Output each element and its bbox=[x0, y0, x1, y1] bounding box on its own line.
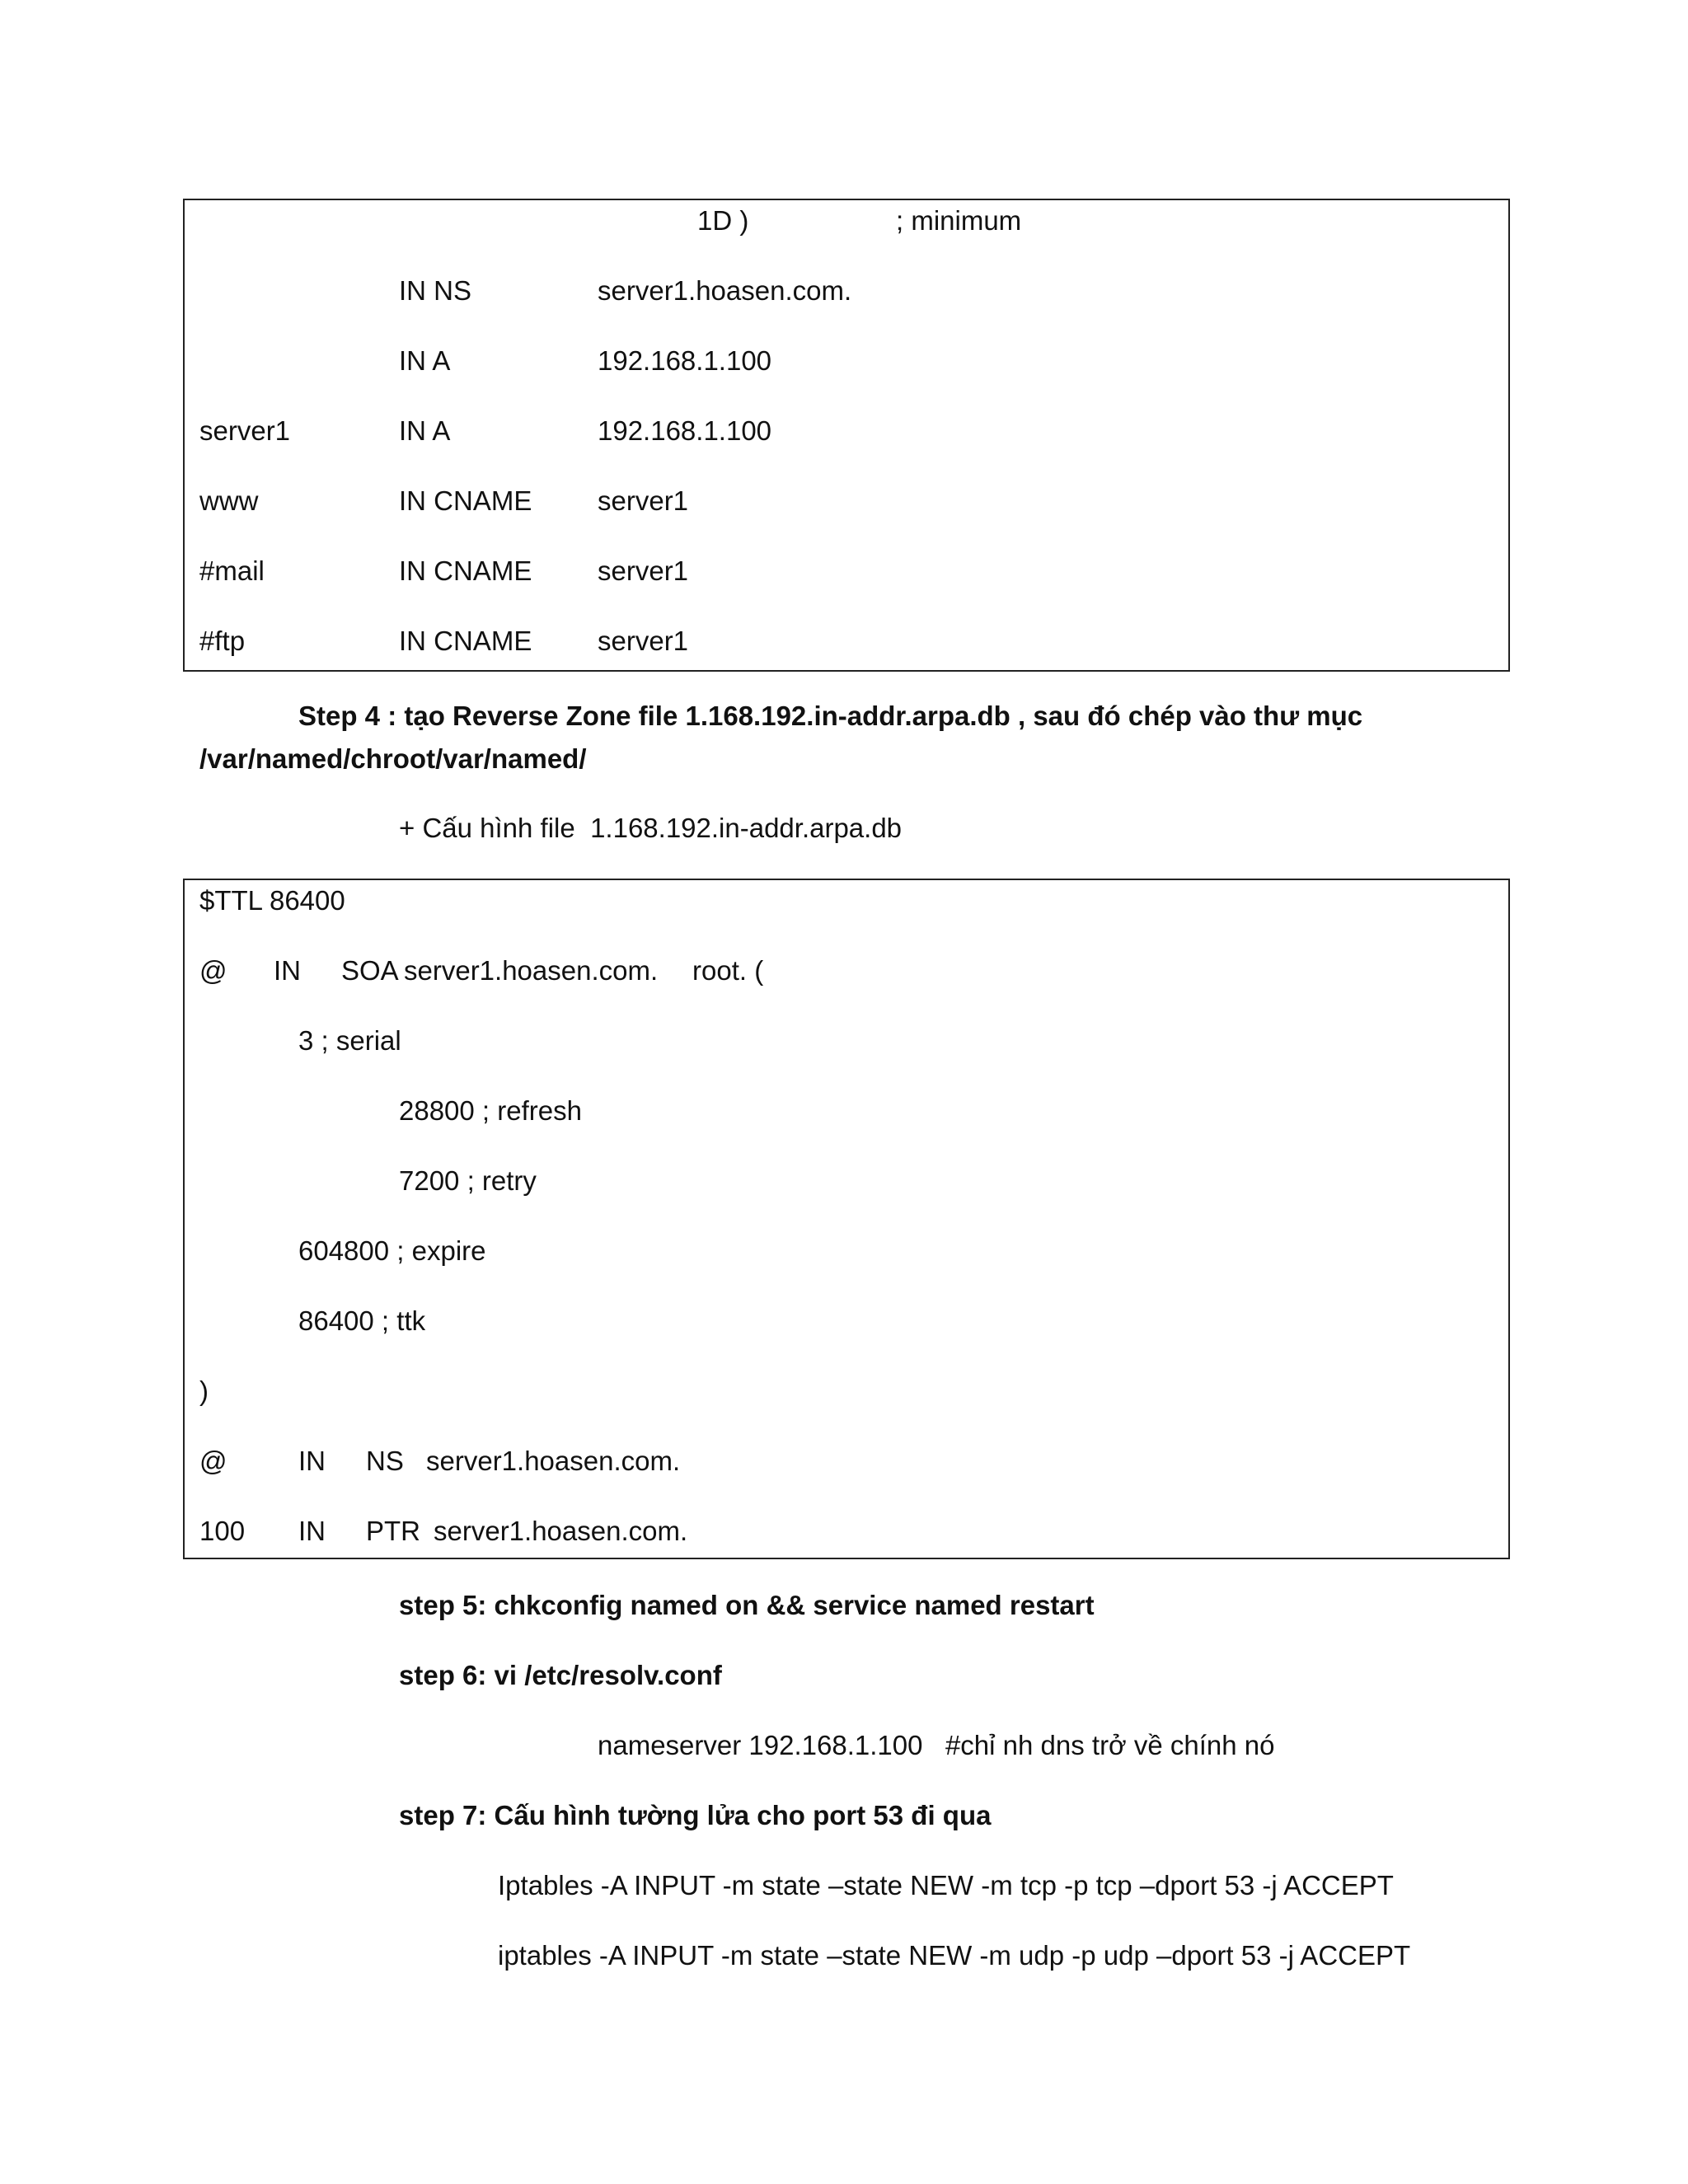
step4-path: /var/named/chroot/var/named/ bbox=[199, 743, 587, 774]
soa-server: server1.hoasen.com. bbox=[404, 955, 659, 986]
record-name: #ftp bbox=[199, 626, 246, 656]
soa-in: IN bbox=[274, 955, 301, 986]
minimum-value: 1D ) bbox=[697, 205, 749, 236]
record-value: server1.hoasen.com. bbox=[598, 275, 852, 306]
record-type: IN NS bbox=[399, 275, 472, 306]
record-name: #mail bbox=[199, 555, 265, 586]
ns-value: server1.hoasen.com. bbox=[426, 1446, 681, 1476]
soa-root: root. ( bbox=[692, 955, 764, 986]
record-value: 192.168.1.100 bbox=[598, 345, 772, 376]
ptr-value: server1.hoasen.com. bbox=[434, 1516, 688, 1546]
record-value: server1 bbox=[598, 555, 689, 586]
refresh-line: 28800 ; refresh bbox=[399, 1095, 582, 1126]
record-type: IN CNAME bbox=[399, 555, 532, 586]
record-type: IN CNAME bbox=[399, 626, 532, 656]
ttk-line: 86400 ; ttk bbox=[298, 1305, 426, 1336]
record-value: server1 bbox=[598, 626, 689, 656]
record-value: server1 bbox=[598, 485, 689, 516]
close-paren: ) bbox=[199, 1376, 209, 1406]
step7-heading: step 7: Cấu hình tường lửa cho port 53 đi qua bbox=[399, 1800, 992, 1830]
record-name: www bbox=[199, 485, 259, 516]
ptr-type: PTR bbox=[366, 1516, 420, 1546]
step6-heading: step 6: vi /etc/resolv.conf bbox=[399, 1660, 722, 1690]
ns-type: NS bbox=[366, 1446, 404, 1476]
ptr-in: IN bbox=[298, 1516, 326, 1546]
step5-heading: step 5: chkconfig named on && service named restart bbox=[399, 1590, 1095, 1620]
ns-in: IN bbox=[298, 1446, 326, 1476]
step7-iptables-tcp: Iptables -A INPUT -m state –state NEW -m tcp -p tcp –dport 53 -j ACCEPT bbox=[498, 1870, 1394, 1900]
step4-config-note: + Cấu hình file 1.168.192.in-addr.arpa.db bbox=[399, 813, 903, 843]
ptr-name: 100 bbox=[199, 1516, 246, 1546]
minimum-comment: ; minimum bbox=[896, 205, 1022, 236]
serial-line: 3 ; serial bbox=[298, 1025, 401, 1056]
forward-zone-box bbox=[183, 199, 1510, 672]
record-type: IN CNAME bbox=[399, 485, 532, 516]
step6-nameserver-line: nameserver 192.168.1.100 #chỉ nh dns trở về chính nó bbox=[598, 1730, 1275, 1760]
record-type: IN A bbox=[399, 415, 451, 446]
record-value: 192.168.1.100 bbox=[598, 415, 772, 446]
soa-at: @ bbox=[199, 955, 227, 986]
ttl-line: $TTL 86400 bbox=[199, 885, 345, 916]
record-name: server1 bbox=[199, 415, 291, 446]
step4-heading: Step 4 : tạo Reverse Zone file 1.168.192.in-addr.arpa.db , sau đó chép vào thư mục bbox=[298, 701, 1363, 731]
ns-name: @ bbox=[199, 1446, 227, 1476]
soa-type: SOA bbox=[341, 955, 399, 986]
expire-line: 604800 ; expire bbox=[298, 1235, 486, 1266]
step7-iptables-udp: iptables -A INPUT -m state –state NEW -m udp -p udp –dport 53 -j ACCEPT bbox=[498, 1940, 1411, 1971]
record-type: IN A bbox=[399, 345, 451, 376]
retry-line: 7200 ; retry bbox=[399, 1165, 537, 1196]
